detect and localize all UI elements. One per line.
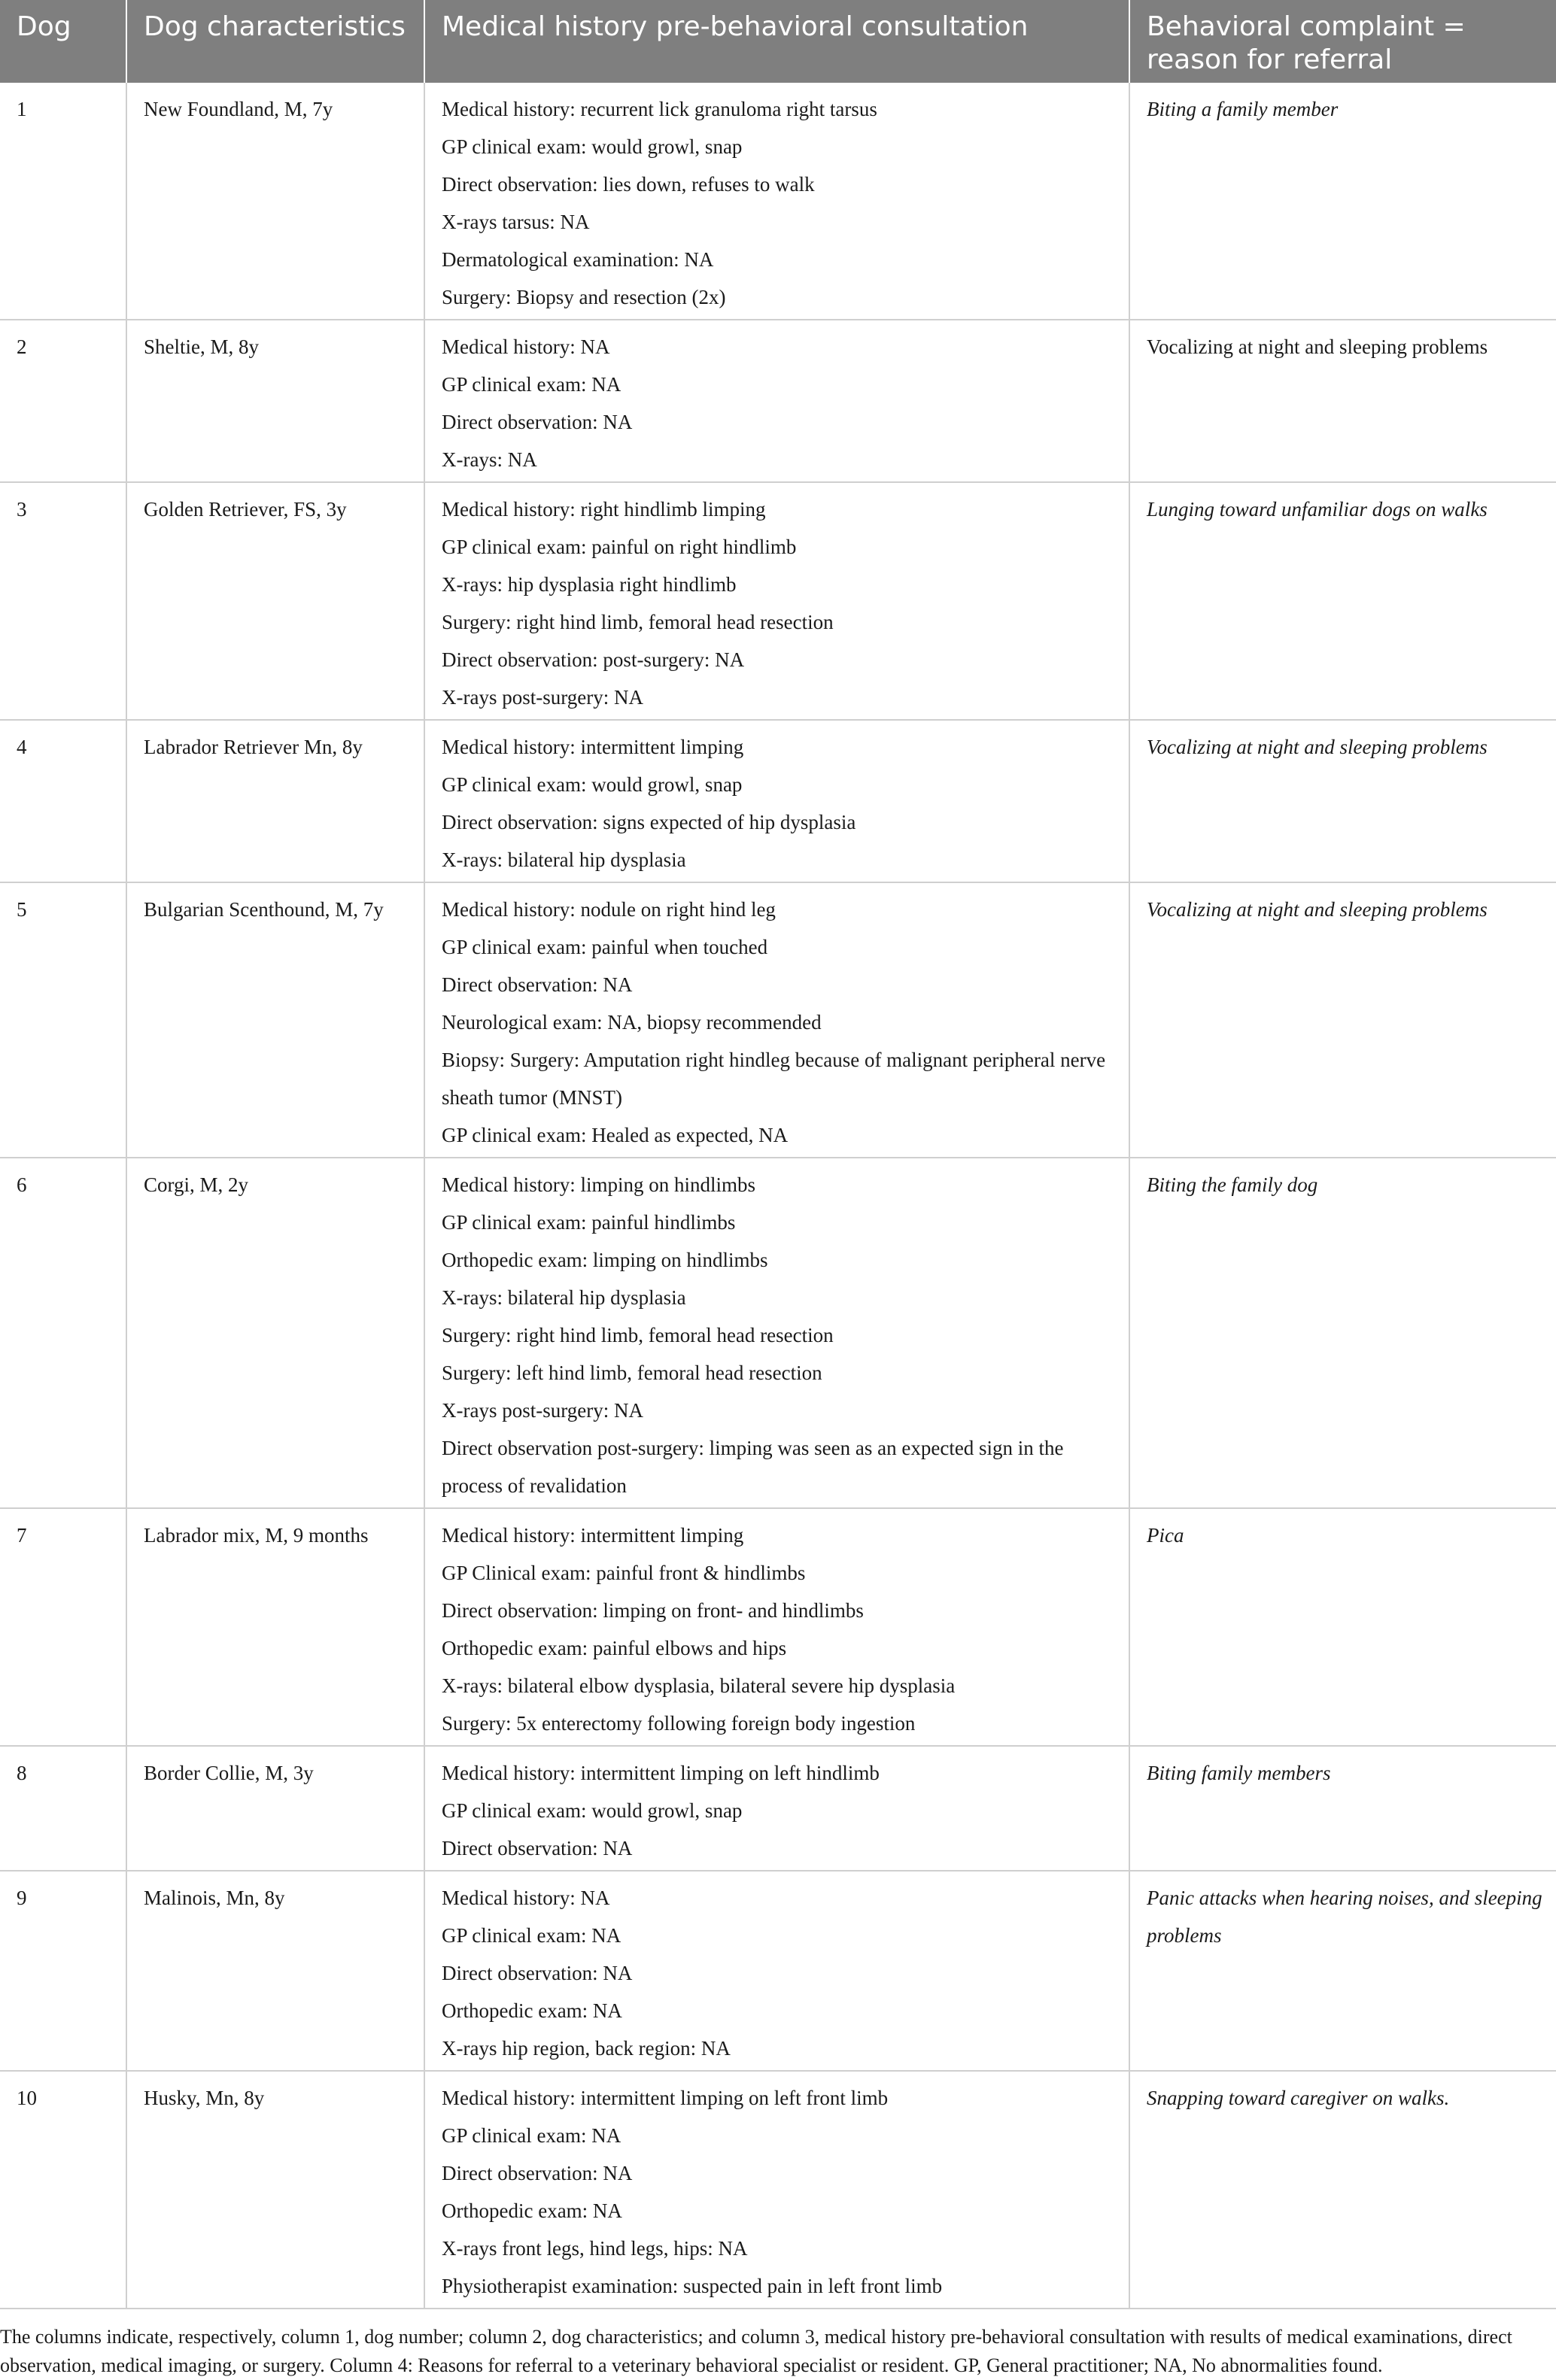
medical-history-cell [424,1746,1129,1871]
behavioral-complaint-cell: Snapping toward caregiver on walks. [1129,2071,1556,2309]
medical-history-line: Biopsy: Surgery: Amputation right hindleg because of malignant peripheral nerve sheath tumor (MNST) [442,1049,1106,1109]
medical-history-line: Orthopedic exam: NA [442,1999,622,2022]
medical-history-line: Medical history: intermittent limping on left hindlimb [442,1762,880,1784]
dog-number-cell: 9 [0,1871,126,2071]
dog-number-cell: 4 [0,720,126,882]
table-row [0,2071,1556,2309]
medical-history-line: Neurological exam: NA, biopsy recommended [442,1011,822,1034]
behavioral-complaint-cell: Panic attacks when hearing noises, and sleeping problems [1129,1871,1556,2071]
header-history: Medical history pre-behavioral consultation [424,0,1129,83]
table-body [0,83,1556,2309]
medical-history-line: GP clinical exam: painful on right hindlimb [442,536,797,558]
medical-history-line: X-rays: bilateral elbow dysplasia, bilateral severe hip dysplasia [442,1674,956,1697]
table-header [0,0,1556,83]
behavioral-complaint-cell: Biting a family member [1129,83,1556,320]
medical-history-line: Orthopedic exam: limping on hindlimbs [442,1249,768,1271]
behavioral-complaint-cell: Biting family members [1129,1746,1556,1871]
header-row [0,0,1556,83]
dog-characteristics-cell: Sheltie, M, 8y [126,320,424,482]
table-row [0,482,1556,720]
medical-history-line: Surgery: Biopsy and resection (2x) [442,286,726,308]
table-row [0,1158,1556,1508]
dog-characteristics-cell: Bulgarian Scenthound, M, 7y [126,882,424,1158]
medical-history-line: X-rays tarsus: NA [442,211,590,233]
medical-history-line: Physiotherapist examination: suspected pain in left front limb [442,2275,943,2297]
table-row [0,882,1556,1158]
medical-history-line: Direct observation: limping on front- and hindlimbs [442,1599,864,1622]
medical-history-line: Medical history: nodule on right hind leg [442,898,776,921]
table-row [0,1746,1556,1871]
medical-history-line: Dermatological examination: NA [442,248,714,271]
medical-history-line: X-rays post-surgery: NA [442,686,643,709]
dog-number-cell: 3 [0,482,126,720]
medical-history-cell [424,83,1129,320]
medical-history-line: GP clinical exam: would growl, snap [442,135,743,158]
dog-characteristics-cell: Malinois, Mn, 8y [126,1871,424,2071]
medical-history-line: X-rays: bilateral hip dysplasia [442,1286,686,1309]
dog-characteristics-cell: Husky, Mn, 8y [126,2071,424,2309]
medical-history-line: Medical history: NA [442,1887,610,1909]
medical-history-line: Direct observation: signs expected of hip dysplasia [442,811,856,833]
dog-number-cell: 2 [0,320,126,482]
medical-history-line: Direct observation: NA [442,973,633,996]
medical-history-cell [424,2071,1129,2309]
medical-history-cell [424,720,1129,882]
medical-history-line: Surgery: right hind limb, femoral head resection [442,611,834,633]
medical-history-line: Direct observation: lies down, refuses to walk [442,173,815,196]
medical-history-cell [424,1158,1129,1508]
table-row [0,320,1556,482]
medical-history-line: GP clinical exam: would growl, snap [442,1799,743,1822]
dog-number-cell: 10 [0,2071,126,2309]
medical-history-line: Direct observation: NA [442,1837,633,1859]
medical-history-cell [424,482,1129,720]
medical-history-line: Surgery: left hind limb, femoral head resection [442,1362,822,1384]
medical-history-line: Orthopedic exam: painful elbows and hips [442,1637,787,1659]
dog-characteristics-cell: Labrador mix, M, 9 months [126,1508,424,1746]
header-complaint: Behavioral complaint = reason for referral [1129,0,1556,83]
table-row [0,83,1556,320]
medical-history-line: X-rays hip region, back region: NA [442,2037,731,2060]
dog-characteristics-cell: Corgi, M, 2y [126,1158,424,1508]
medical-history-line: Direct observation post-surgery: limping was seen as an expected sign in the process of revalidation [442,1437,1064,1497]
behavioral-complaint-cell: Vocalizing at night and sleeping problems [1129,320,1556,482]
medical-history-line: X-rays: hip dysplasia right hindlimb [442,573,737,596]
table-row [0,1871,1556,2071]
dog-number-cell: 8 [0,1746,126,1871]
medical-history-cell [424,1871,1129,2071]
medical-history-line: GP clinical exam: would growl, snap [442,773,743,796]
medical-history-line: GP Clinical exam: painful front & hindlimbs [442,1562,806,1584]
dog-characteristics-cell: Border Collie, M, 3y [126,1746,424,1871]
medical-history-cell [424,320,1129,482]
medical-history-line: Direct observation: NA [442,1962,633,1984]
dog-number-cell: 1 [0,83,126,320]
header-characteristics: Dog characteristics [126,0,424,83]
medical-history-line: Medical history: recurrent lick granuloma right tarsus [442,98,877,120]
medical-history-line: Medical history: NA [442,335,610,358]
medical-history-line: GP clinical exam: painful when touched [442,936,768,958]
medical-history-line: Surgery: 5x enterectomy following foreign body ingestion [442,1712,916,1735]
medical-history-line: X-rays: NA [442,448,537,471]
behavioral-complaint-cell: Lunging toward unfamiliar dogs on walks [1129,482,1556,720]
medical-history-line: Direct observation: NA [442,2162,633,2184]
dog-characteristics-cell: Golden Retriever, FS, 3y [126,482,424,720]
table-row [0,720,1556,882]
behavioral-complaint-cell: Vocalizing at night and sleeping problems [1129,720,1556,882]
dog-number-cell: 5 [0,882,126,1158]
medical-history-line: Direct observation: NA [442,411,633,433]
dog-characteristics-cell: New Foundland, M, 7y [126,83,424,320]
table-row [0,1508,1556,1746]
medical-history-cell [424,882,1129,1158]
medical-history-line: GP clinical exam: Healed as expected, NA [442,1124,789,1146]
medical-history-line: Direct observation: post-surgery: NA [442,648,745,671]
medical-history-line: X-rays: bilateral hip dysplasia [442,848,686,871]
medical-history-line: Medical history: intermittent limping [442,1524,744,1547]
medical-history-line: Medical history: intermittent limping [442,736,744,758]
medical-history-line: Surgery: right hind limb, femoral head resection [442,1324,834,1346]
table-footnote: The columns indicate, respectively, column 1, dog number; column 2, dog characteristics; and column 3, medical history pre-behavioral consultation with results of medical examinations, direct observation, medical imaging, or surgery. Column 4: Reasons for referral to a veterinary behavioral specialist or resident. GP, General practitioner; NA, No abnormalities found. [0,2326,1512,2376]
medical-history-line: GP clinical exam: NA [442,2124,621,2147]
medical-history-cell [424,1508,1129,1746]
dog-characteristics-cell: Labrador Retriever Mn, 8y [126,720,424,882]
medical-history-line: GP clinical exam: NA [442,1924,621,1947]
header-dog: Dog [0,0,126,83]
medical-history-line: X-rays front legs, hind legs, hips: NA [442,2237,748,2260]
medical-history-line: GP clinical exam: NA [442,373,621,396]
medical-history-line: Medical history: right hindlimb limping [442,498,766,521]
medical-history-line: X-rays post-surgery: NA [442,1399,643,1422]
dog-number-cell: 6 [0,1158,126,1508]
medical-history-line: GP clinical exam: painful hindlimbs [442,1211,736,1234]
medical-history-line: Orthopedic exam: NA [442,2199,622,2222]
dog-number-cell: 7 [0,1508,126,1746]
medical-history-line: Medical history: intermittent limping on left front limb [442,2087,889,2109]
behavioral-complaint-cell: Pica [1129,1508,1556,1746]
behavioral-complaint-cell: Vocalizing at night and sleeping problems [1129,882,1556,1158]
medical-history-line: Medical history: limping on hindlimbs [442,1173,755,1196]
behavioral-complaint-cell: Biting the family dog [1129,1158,1556,1508]
